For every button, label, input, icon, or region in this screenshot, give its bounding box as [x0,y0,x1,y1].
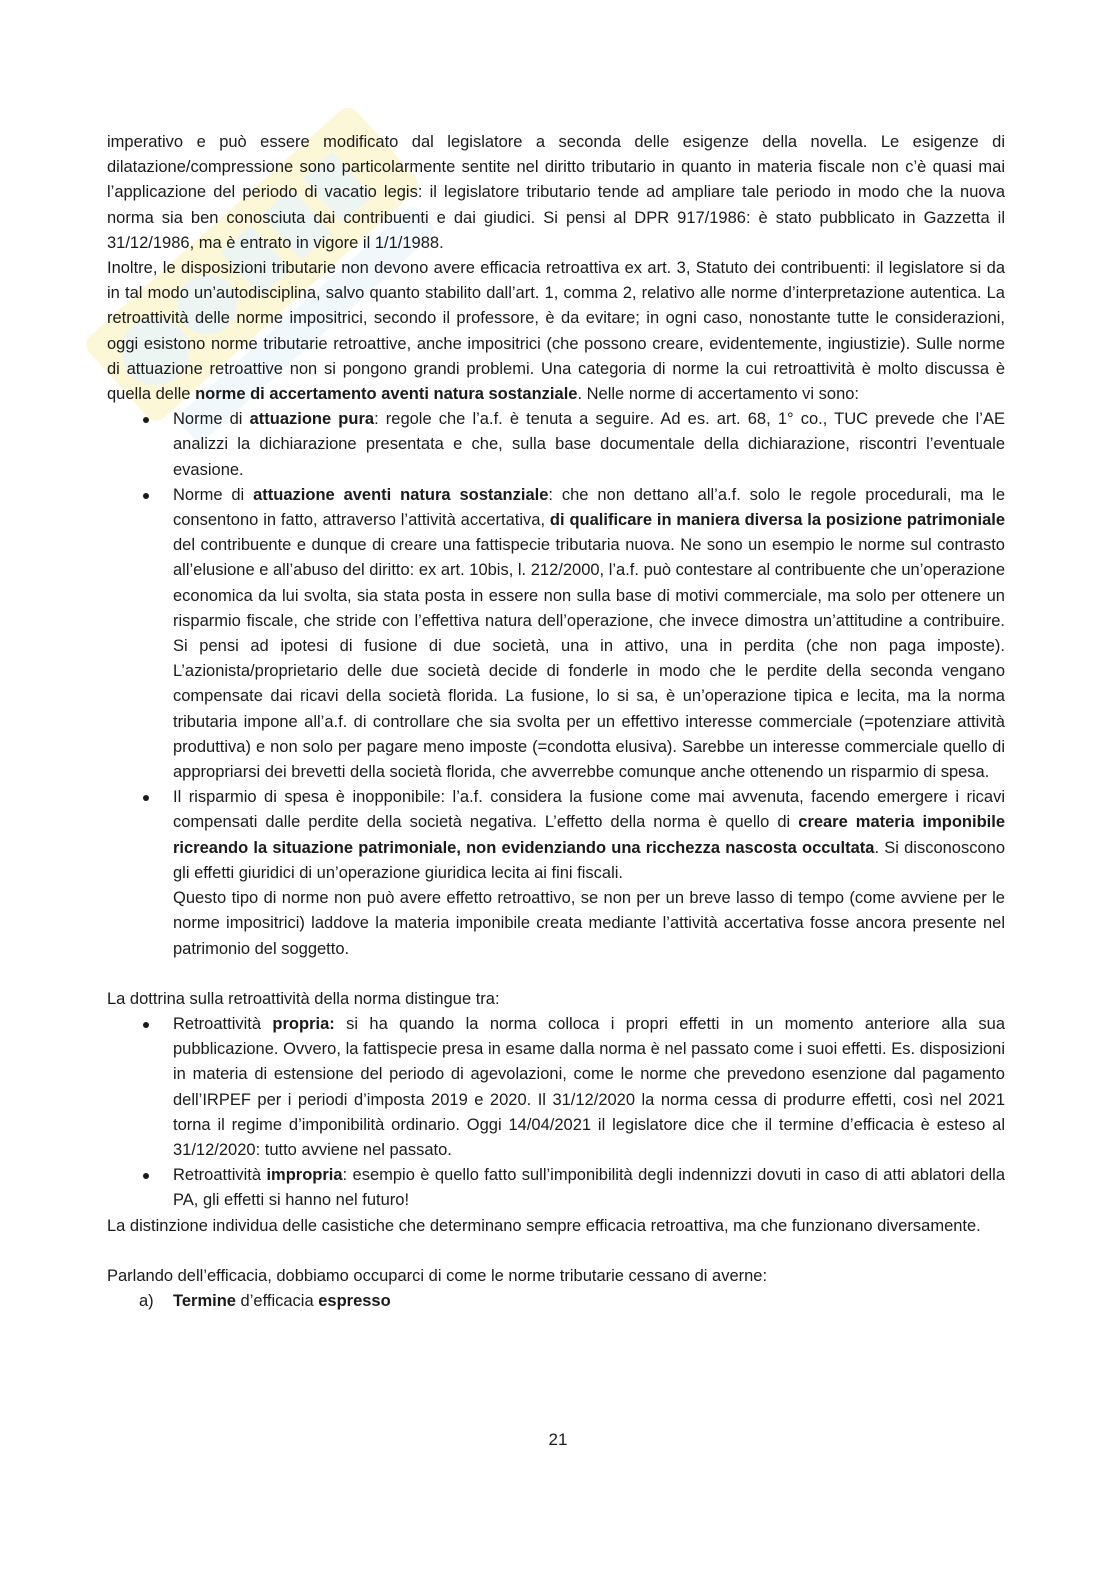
paragraph-vacatio-legis: imperativo e può essere modificato dal legislatore a seconda delle esigenze della novella. Le esigenze di dilatazione/compressione sono particolarmente sentite nel diritto tributario in quanto in materia fiscale non c’è quasi mai l’applicazione del periodo di vacatio legis: il legislatore tributario tende ad ampliare tale periodo in modo che la nuova norma sia ben conosciuta dai contribuenti e dai giudici. Si pensi al DPR 917/1986: è stato pubblicato in Gazzetta il 31/12/1986, ma è entrato in vigore il 1/1/1988. [107,133,1005,252]
list-item: Norme di attuazione aventi natura sostanziale: che non dettano all’a.f. solo le regole procedurali, ma le consentono in fatto, attraverso l’attività accertativa, di qualificare in maniera diversa la posizione patrimoniale del contribuente e dunque di creare una fattispecie tributaria nuova. Ne sono un esempio le norme sul contrasto all’elusione e all’abuso del diritto: ex art. 10bis, l. 212/2000, l’a.f. può contestare al contribuente che un’operazione economica da lui svolta, sia stata posta in essere non sulla base di motivi commerciale, ma solo per ottenere un risparmio fiscale, che stride con l’effettiva natura dell’operazione, che invece dimostra un’attitudine a contribuire. Si pensi ad ipotesi di fusione di due società, una in attivo, una in perdita (che non paga imposte). L’azionista/proprietario delle due società decide di fonderle in modo che le perdite della seconda vengano compensate dai ricavi della società florida. La fusione, lo si sa, è un’operazione tipica e lecita, ma la norma tributaria impone all’a.f. di controllare che sia svolta per un effettivo interesse commerciale (=potenziare attività produttiva) e non solo per pagare meno imposte (=condotta elusiva). Sarebbe un interesse commerciale quello di appropriarsi dei brevetti della società florida, che avverrebbe comunque anche ottenendo un risparmio di spesa. [173,483,1005,785]
cessazione-list [107,1289,1005,1314]
paragraph-distinzione: La distinzione individua delle casistiche che determinano sempre efficacia retroattiva, ma che funzionano diversamente. [107,1216,981,1235]
list-item: Il risparmio di spesa è inopponibile: l’a.f. considera la fusione come mai avvenuta, facendo emergere i ricavi compensati dalle perdite della società negativa. L’effetto della norma è quello di creare materia imponibile ricreando la situazione patrimoniale, non evidenziando una ricchezza nascosta occultata. Si disconoscono gli effetti giuridici di un’operazione giuridica lecita ai fini fiscali. Questo tipo di norme non può avere effetto retroattivo, se non per un breve lasso di tempo (come avviene per le norme impositrici) laddove la materia imponibile creata mediante l’attività accertativa fosse ancora presente nel patrimonio del soggetto. [173,785,1005,961]
page-number: 21 [548,1430,568,1449]
paragraph-dottrina: La dottrina sulla retroattività della norma distingue tra: [107,989,500,1008]
retroattivita-list [107,1012,1005,1214]
paragraph-retroattivita: Inoltre, le disposizioni tributarie non devono avere efficacia retroattiva ex art. 3, Statuto dei contribuenti: il legislatore si da in tal modo un’autodisciplina, salvo quanto stabilito dall’art. 1, comma 2, relativo alle norme d’interpretazione autentica. La retroattività delle norme impositrici, secondo il professore, è da evitare; in ogni caso, nonostante tutte le considerazioni, oggi esistono norme tributarie retroattive, anche impositrici (che possono creare, evidentemente, ingiustizie). Sulle norme di attuazione retroattive non si pongono grandi problemi. Una categoria di norme la cui retroattività è molto discussa è quella delle norme di accertamento aventi natura sostanziale. Nelle norme di accertamento vi sono: [107,259,1005,404]
list-item: Retroattività propria: si ha quando la norma colloca i propri effetti in un momento anteriore alla sua pubblicazione. Ovvero, la fattispecie presa in esame dalla norma è nel passato come i suoi effetti. Es. disposizioni in materia di estensione del periodo di agevolazioni, come le norme che prevedono esenzione dal pagamento dell’IRPEF per i periodi d’imposta 2019 e 2020. Il 31/12/2020 la norma cessa di produrre effetti, così nel 2021 torna il regime d’imponibilità ordinario. Oggi 14/04/2021 il legislatore dice che il termine d’efficacia è esteso al 31/12/2020: tutto avviene nel passato. [173,1012,1005,1163]
norme-accertamento-list [107,407,1005,961]
list-item: Retroattività impropria: esempio è quello fatto sull’imponibilità degli indennizzi dovuti in caso di atti ablatori della PA, gli effetti si hanno nel futuro! [173,1163,1005,1213]
paragraph-efficacia: Parlando dell’efficacia, dobbiamo occuparci di come le norme tributarie cessano di averne: [107,1266,768,1285]
list-marker: a) [139,1291,154,1310]
document-body [107,130,1005,1314]
list-item: a) Termine d’efficacia espresso [173,1289,1005,1314]
list-item: Norme di attuazione pura: regole che l’a.f. è tenuta a seguire. Ad es. art. 68, 1° co., TUC prevede che l’AE analizzi la dichiarazione presentata e che, sulla base documentale della dichiarazione, riscontri l’eventuale evasione. [173,407,1005,483]
